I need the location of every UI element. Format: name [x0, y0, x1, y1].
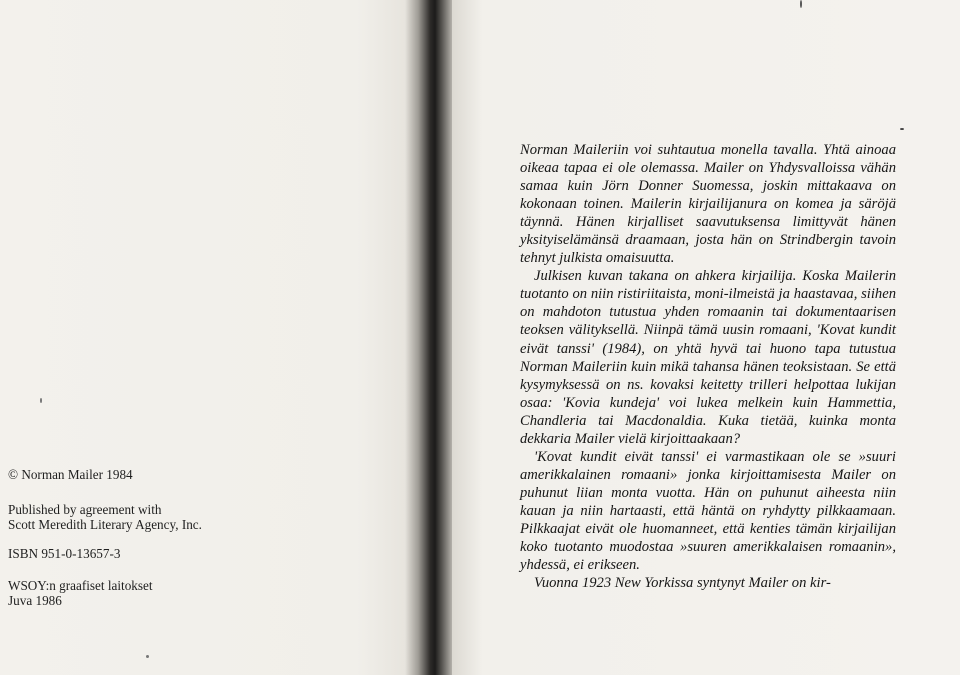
paragraph: Norman Maileriin voi suhtautua monella tavalla. Yhtä ainoaa oikeaa tapaa ei ole olemassa. Mailer on Yhdysvalloissa vähän samaa kuin Jörn Donner Suomessa, joskin mittakaava on kokonaan toinen. Mailerin kirjailijanura on komea ja säröjä täynnä. Hänen kirjalliset saavutuksensa limittyvät hänen yksityiselämänsä draamaan, josta hän on Strindbergin tavoin tehnyt julkista omaisuutta. — [520, 142, 896, 267]
paragraph: 'Kovat kundit eivät tanssi' ei varmastikaan ole se »suuri amerikkalainen romaani» jonka kirjoittamisesta Mailer on puhunut liian monta vuotta. Hän on puhunut aiheesta niin kauan ja niin hartaasti, että häntä on ryhdytty pilkkaamaan. Pilkkaajat eivät ole huomanneet, että kenties tämän kirjailijan koko tuotanto muodostaa »suuren amerikkalaisen romaanin», yhdessä, ei erikseen. — [520, 448, 896, 574]
printer-line-1: WSOY:n graafiset laitokset — [8, 578, 153, 593]
show-through-print — [290, 140, 400, 180]
paragraph: Vuonna 1923 New Yorkissa syntynyt Mailer on kir- — [534, 575, 831, 592]
paper-speck — [146, 655, 149, 658]
published-line-1: Published by agreement with — [8, 502, 162, 517]
paragraph: Julkisen kuvan takana on ahkera kirjailija. Koska Mailerin tuotanto on niin ristiriitaista, moni-ilmeistä ja haastavaa, siihen on mahdoton tutustua yhden romaanin tai dokumentaarisen teoksen välityksellä. Niinpä tämä uusin romaani, 'Kovat kundit eivät tanssi' (1984), on yhtä hyvä tai huono tapa tutustua Norman Maileriin kuin mikä tahansa hänen teoksistaan. Se että kysymyksessä on ns. kovaksi keitetty trilleri helpottaa lukijan osaa: 'Kovia kundeja' voi lukea melkein kuin Hammettia, Chandleria tai Macdonaldia. Kuka tietää, kuinka monta dekkaria Mailer vielä kirjoittaakaan? — [520, 268, 896, 447]
copyright-line: © Norman Mailer 1984 — [8, 467, 133, 482]
isbn-line: ISBN 951-0-13657-3 — [8, 546, 121, 561]
printer-line-2: Juva 1986 — [8, 593, 62, 608]
body-text — [520, 141, 896, 592]
left-page — [0, 0, 420, 675]
paper-speck — [900, 128, 904, 130]
paper-speck — [800, 0, 802, 8]
published-line-2: Scott Meredith Literary Agency, Inc. — [8, 517, 202, 532]
paper-speck — [40, 398, 42, 403]
